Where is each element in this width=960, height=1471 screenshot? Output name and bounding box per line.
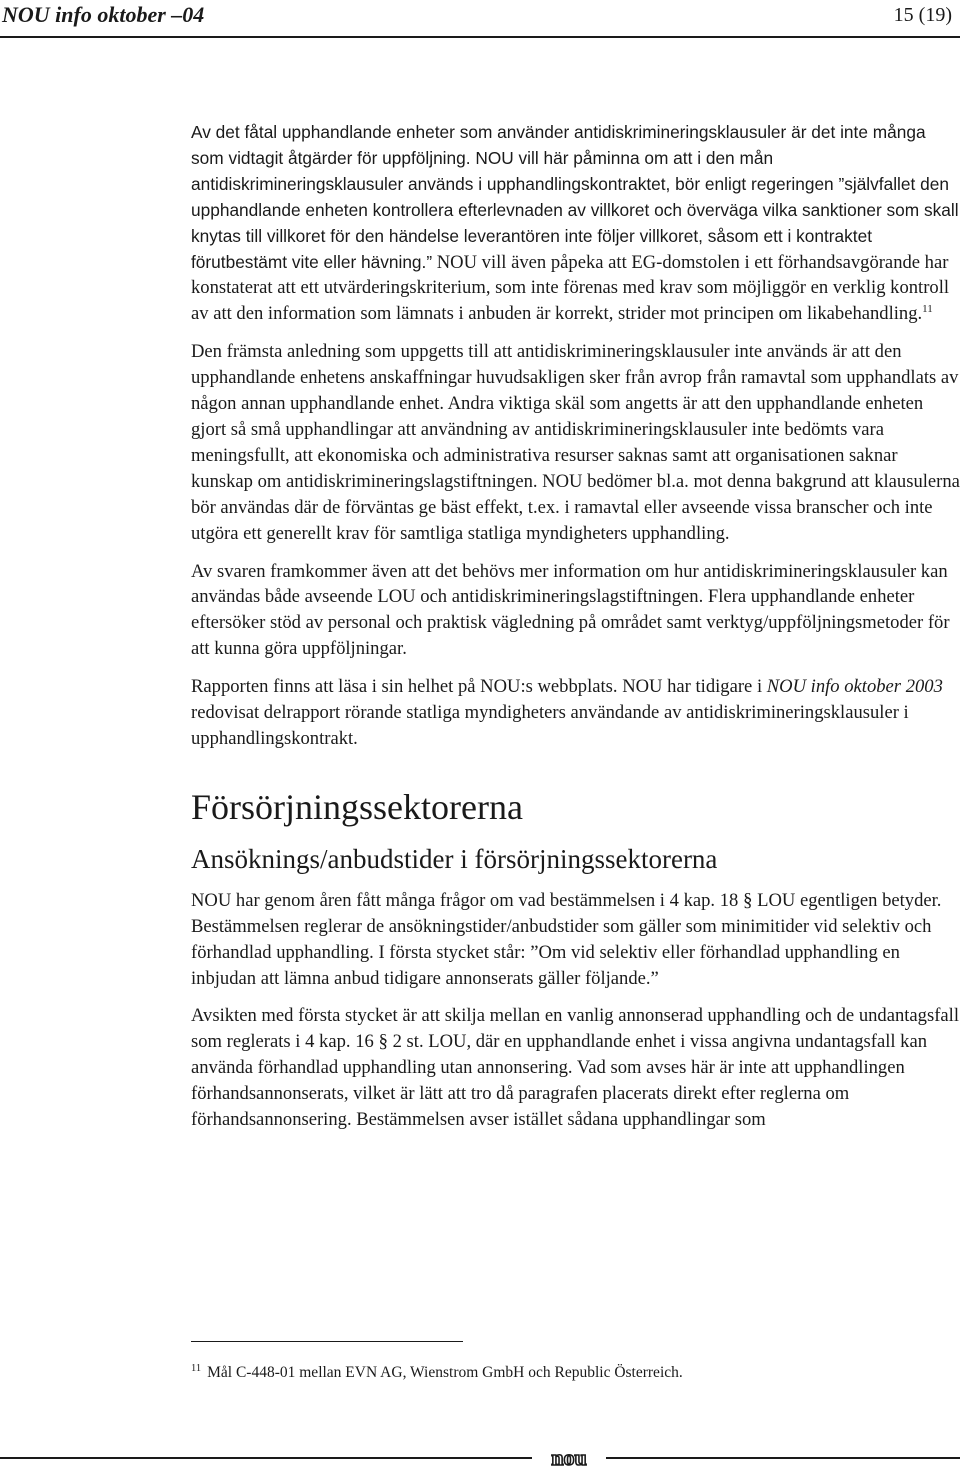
header-divider [0, 36, 960, 38]
nou-logo-icon [534, 1447, 604, 1469]
section-sign: § [378, 1031, 388, 1053]
paragraph-4-text-a: Rapporten finns att läsa i sin helhet på NOU:s webbplats. NOU har tidigare i [191, 676, 767, 698]
logo-text: nou [551, 1447, 587, 1469]
paragraph-1 [191, 120, 960, 327]
header-title: NOU info oktober –04 [2, 2, 205, 27]
paragraph-3: Av svaren framkommer även att det behövs mer information om hur antidiskrimineringsklausuler kan användas både avseende LOU och antidiskrimineringslagstiftningen. Flera upphandlande enheter eftersöker stöd av personal och praktisk vägledning på området samt verktyg/uppföljningsmetoder för att kunna göra uppföljningar. [191, 560, 950, 660]
paragraph-5-text-a: NOU har genom åren fått många frågor om vad bestämmelsen i 4 kap. 18 [191, 889, 743, 911]
section-heading: Försörjningssektorerna [191, 786, 523, 827]
paragraph-1-text: NOU vill även påpeka att EG-domstolen i ett förhandsavgörande har konstaterat att ett utvärderingskriterium, som inte förenas med krav som möjliggör en verklig kontroll av att den information som lämnats i anbuden är korrekt, strider mot principen om likabehandling. [191, 251, 950, 325]
section-sign: § [742, 889, 753, 911]
paragraph-5 [191, 888, 960, 992]
footnote-text: Mål C-448-01 mellan EVN AG, Wienstrom GmbH och Republic Österreich. [207, 1364, 683, 1381]
page-header [0, 0, 960, 40]
page-footer [0, 1447, 960, 1471]
paragraph-6 [191, 1003, 960, 1133]
footer-divider-right [606, 1457, 960, 1459]
paragraph-6-text-a: Avsikten med första stycket är att skilja mellan en vanlig annonserad upphandling och de undantagsfall som reglerats i 4 kap. 16 [191, 1005, 959, 1053]
subsection-heading: Ansöknings/anbudstider i försörjningssektorerna [191, 843, 718, 874]
footnote [191, 1364, 683, 1382]
paragraph-4 [191, 674, 960, 752]
paragraph-1-quote: Av det fåtal upphandlande enheter som använder antidiskrimineringsklausuler är det inte många som vidtagit åtgärder för uppföljning. NOU vill här påminna om att i den mån antidiskrimineringsklausuler används i upphandlingskontraktet, bör enligt regeringen ”självfallet den upphandlande enheten kontrollera efterlevnaden av villkoret och överväga vilka sanktioner som skall knytas till villkoret för den händelse leverantören inte följer villkoret, såsom ett i kontraktet förutbestämt vite eller hävning.” [191, 122, 959, 272]
page-number: 15 (19) [893, 4, 952, 26]
paragraph-4-text-b: redovisat delrapport rörande statliga myndigheters användande av antidiskrimineringsklausuler i upphandlingskontrakt. [191, 702, 909, 749]
footnote-divider [191, 1341, 463, 1342]
footnote-reference[interactable]: 11 [922, 303, 933, 316]
paragraph-6-text-b: 2 st. LOU, där en upphandlande enhet i vissa angivna undantagsfall kan använda förhandlad upphandling utan annonsering. Vad som avses här är inte att upphandlingen förhandsannonserats, vilket är lätt att tro då paragrafen placerats direkt efter reglerna om förhandsannonsering. Bestämmelsen avser istället sådana upphandlingar som [191, 1031, 928, 1131]
paragraph-2: Den främsta anledning som uppgetts till att antidiskrimineringsklausuler inte används är att den upphandlande enhetens anskaffningar huvudsakligen sker från avrop från ramavtal som upphandlats av någon annan upphandlande enhet. Andra viktiga skäl som angetts är att den upphandlande enheten gjort så små upphandlingar att användning av antidiskrimineringsklausuler inte bedömts vara meningsfullt, att ekonomiska och administrativa resurser saknas samt att organisationen saknar kunskap om antidiskrimineringslagstiftningen. NOU bedömer bl.a. mot denna bakgrund att klausulerna bör användas där de förväntas ge bäst effekt, t.ex. i ramavtal eller avseende vissa branscher och inte utgöra ett generellt krav för samtliga statliga myndigheters upphandling. [191, 341, 960, 544]
document-body [191, 120, 960, 1145]
footnote-number: 11 [191, 1362, 202, 1374]
paragraph-5-text-b: LOU egentligen betyder. Bestämmelsen reglerar de ansökningstider/anbudstider som gäller som minimitider vid selektiv och förhandlad upphandling. I första stycket står: ”Om vid selektiv eller förhandlad upphandling en inbjudan att lämna anbud tidigare annonserats gäller följande.” [191, 889, 942, 989]
publication-reference: NOU info oktober 2003 [766, 676, 943, 698]
footer-divider-left [0, 1457, 532, 1459]
